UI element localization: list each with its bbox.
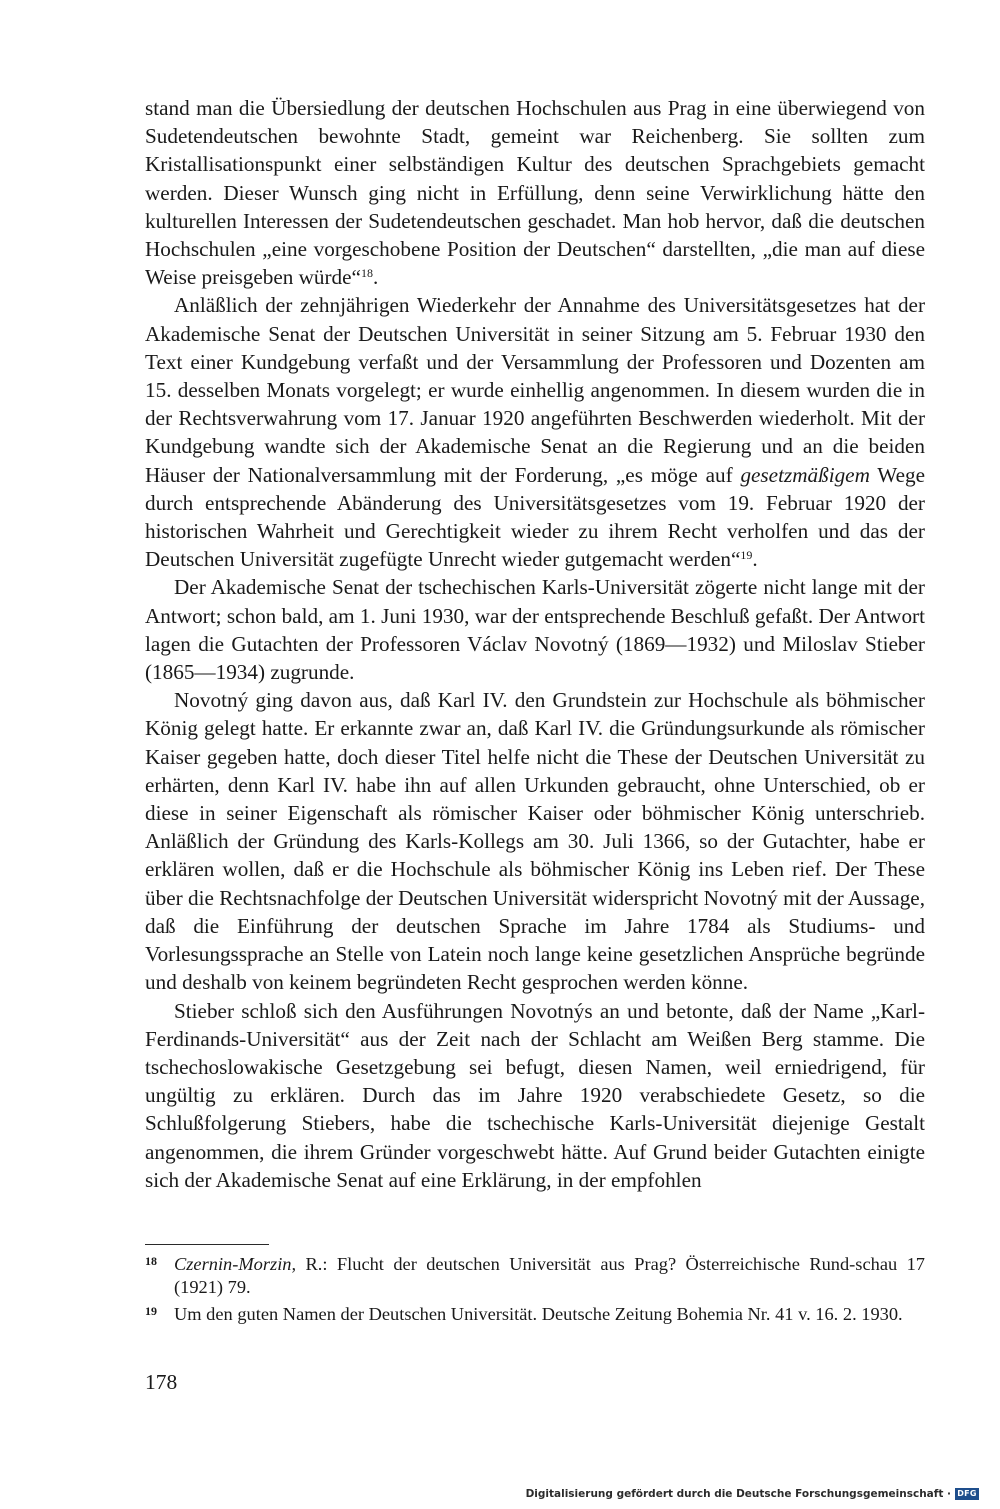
main-text bbox=[145, 94, 925, 1194]
footnote-text: Um den guten Namen der Deutschen Universität. Deutsche Zeitung Bohemia Nr. 41 v. 16. 2. 1930. bbox=[174, 1303, 903, 1324]
footnotes bbox=[145, 1253, 925, 1329]
paragraph-1 bbox=[145, 94, 925, 291]
footnote-ref-18[interactable]: 18 bbox=[360, 266, 373, 281]
paragraph-text: Der Akademische Senat der tschechischen Karls-Universität zögerte nicht lange mit der Antwort; schon bald, am 1. Juni 1930, war der entsprechende Beschluß gefaßt. Der Antwort lagen die Gutachten der Professoren Václav Novotný (1869—1932) und Miloslav Stieber (1865—1934) zugrunde. bbox=[145, 575, 925, 685]
paragraph-2 bbox=[145, 291, 925, 573]
footnote-number: 19 bbox=[145, 1303, 157, 1318]
footnote-18 bbox=[145, 1253, 925, 1300]
footnote-ref-19[interactable]: 19 bbox=[740, 548, 753, 563]
footnote-text: R.: Flucht der deutschen Universität aus Prag? Österreichische Rund-schau 17 (1921) 79. bbox=[174, 1254, 925, 1298]
footnote-number: 18 bbox=[145, 1254, 157, 1268]
paragraph-text: Novotný ging davon aus, daß Karl IV. den Grundstein zur Hochschule als böhmischer König gelegt hatte. Er erkannte zwar an, daß Karl IV. die Gründungsurkunde als römischer Kaiser gegeben hatte, doch dieser Titel helfe nicht die These der Deutschen Universität zu erhärten, denn Karl IV. habe ihn auf allen Urkunden gebraucht, ohne Unterschied, ob er diese in seiner Eigenschaft als römischer Kaiser oder böhmischer König unterschrieb. Anläßlich der Gründung des Karls-Kollegs am 30. Juli 1366, so der Gutachter, habe er erklären wollen, daß er die Hochschule als böhmischer König ins Leben rief. Der These über die Rechtsnachfolge der Deutschen Universität widerspricht Novotný mit der Aussage, daß die Einführung der deutschen Sprache im Jahre 1784 als Studiums- und Vorlesungssprache an Stelle von Latein noch lange keine gesetzlichen Ansprüche begründe und deshalb von keinem begründeten Recht gesprochen werden könne. bbox=[145, 688, 925, 995]
paragraph-5 bbox=[145, 997, 925, 1194]
credit-text: Digitalisierung gefördert durch die Deutsche Forschungsgemeinschaft · bbox=[525, 1487, 951, 1500]
paragraph-text: stand man die Übersiedlung der deutschen Hochschulen aus Prag in eine überwiegend von Sudetendeutschen bewohnte Stadt, gemeint war Reichenberg. Sie sollten zum Kristallisationspunkt einer selbständigen Kultur des deutschen Sprachgebiets gemacht werden. Dieser Wunsch ging nicht in Erfüllung, denn seine Verwirklichung hätte den kulturellen Interessen der Sudetendeutschen geschadet. Man hob hervor, daß die deutschen Hochschulen „eine vorgeschobene Position der Deutschen“ darstellten, „die man auf diese Weise preisgeben würde“ bbox=[145, 96, 925, 290]
page-number: 178 bbox=[145, 1370, 178, 1394]
paragraph-tail: . bbox=[372, 265, 379, 290]
dfg-logo: DFG bbox=[955, 1488, 979, 1500]
paragraph-4 bbox=[145, 686, 925, 996]
paragraph-tail: . bbox=[752, 547, 758, 572]
paragraph-text-continued: Wege durch entsprechende Abänderung des Universitätsgesetzes vom 19. Februar 1920 der historischen Wahrheit und Gerechtigkeit wieder zu ihrem Recht verholfen und das der Deutschen Universität zugefügte Unrecht wieder gutgemacht werden“ bbox=[145, 462, 925, 572]
footnote-divider bbox=[145, 1244, 269, 1245]
footnote-author: Czernin-Morzin, bbox=[174, 1254, 297, 1274]
paragraph-text: Anläßlich der zehnjährigen Wiederkehr der Annahme des Universitätsgesetzes hat der Akademische Senat der Deutschen Universität in seiner Sitzung am 5. Februar 1930 den Text einer Kundgebung verfaßt und der Versammlung der Professoren und Dozenten am 15. desselben Monats vorgelegt; er wurde einhellig angenommen. In diesem wurden die in der Rechtsverwahrung vom 17. Januar 1920 angeführten Beschwerden wiederholt. Mit der Kundgebung wandte sich der Akademische Senat an die Regierung und an die beiden Häuser der Nationalversammlung mit der Forderung, „es möge auf bbox=[145, 293, 925, 487]
emphasized-word: gesetzmäßigem bbox=[740, 462, 870, 487]
footnote-19 bbox=[145, 1303, 925, 1326]
digitization-credit bbox=[526, 1486, 979, 1501]
paragraph-text: Stieber schloß sich den Ausführungen Novotnýs an und betonte, daß der Name „Karl-Ferdinands-Universität“ aus der Zeit nach der Schlacht am Weißen Berg stamme. Die tschechoslowakische Gesetzgebung sei befugt, diesen Namen, weil erniedrigend, für ungültig zu erklären. Durch das im Jahre 1920 verabschiedete Gesetz, so die Schlußfolgerung Stiebers, habe die tschechische Karls-Universität diejenige Gestalt angenommen, die ihrem Gründer vorgeschwebt hätte. Auf Grund beider Gutachten einigte sich der Akademische Senat auf eine Erklärung, in der empfohlen bbox=[145, 998, 925, 1192]
paragraph-3 bbox=[145, 573, 925, 686]
